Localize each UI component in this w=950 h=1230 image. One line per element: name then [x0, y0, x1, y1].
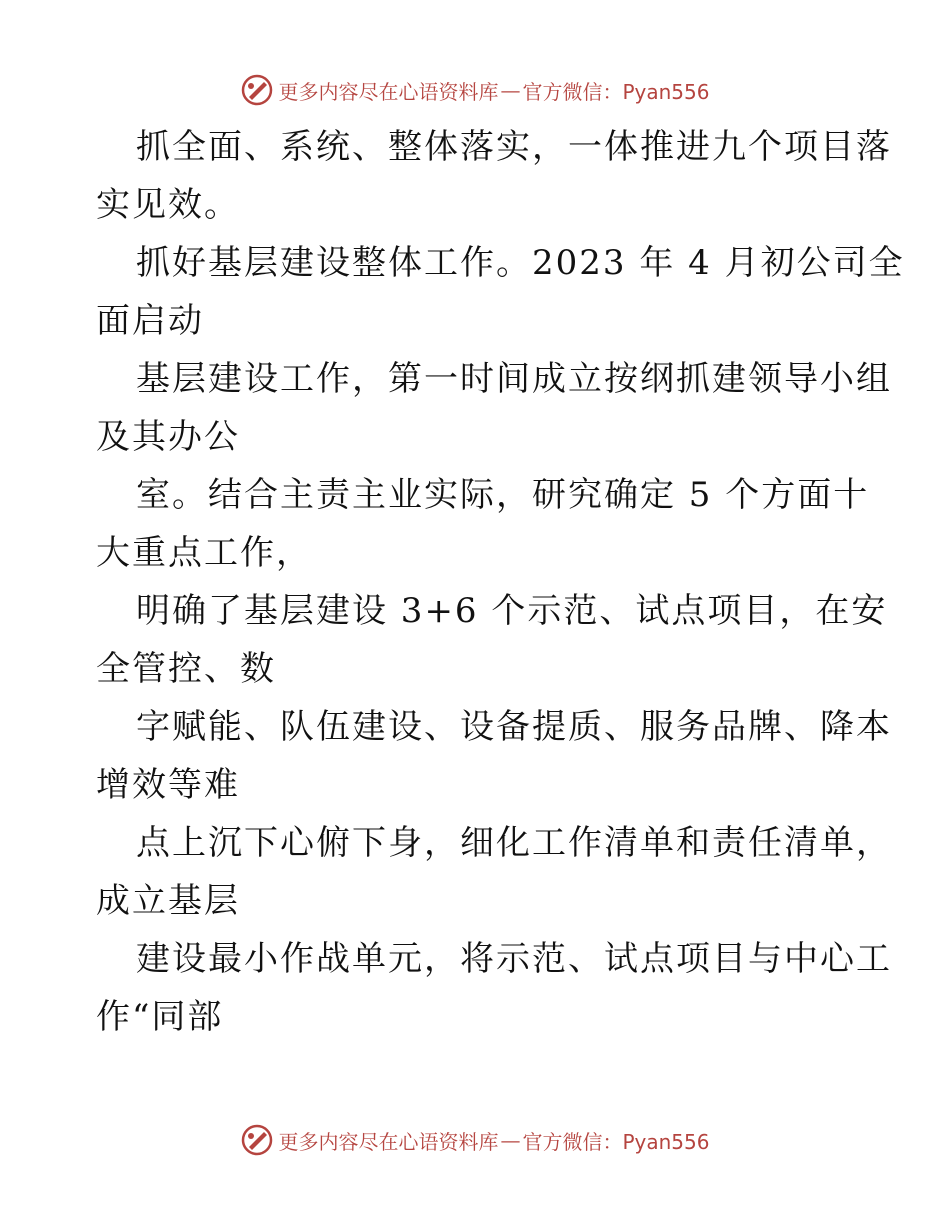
header-watermark	[0, 72, 950, 108]
library-logo-icon	[240, 1123, 274, 1157]
text-line: 抓全面、系统、整体落实，一体推进九个项目落	[136, 127, 892, 167]
text-line: 增效等难	[96, 765, 240, 805]
document-body	[96, 118, 905, 1046]
text-line: 全管控、数	[96, 649, 276, 689]
text-line: 作“同部	[96, 997, 224, 1037]
watermark-contact: 官方微信：Pyan556	[522, 79, 710, 104]
watermark-text: 更多内容尽在心语资料库	[278, 1129, 499, 1154]
text-line: 建设最小作战单元，将示范、试点项目与中心工	[136, 939, 892, 979]
watermark-dash: —	[500, 1128, 521, 1152]
library-logo-icon	[240, 73, 274, 107]
text-line: 成立基层	[96, 881, 240, 921]
text-line: 实见效。	[96, 185, 240, 225]
text-line: 点上沉下心俯下身，细化工作清单和责任清单，	[136, 823, 892, 863]
footer-watermark	[0, 1122, 950, 1158]
text-line: 大重点工作，	[96, 533, 312, 573]
text-line: 室。结合主责主业实际，研究确定 5 个方面十	[136, 475, 870, 515]
text-line: 基层建设工作，第一时间成立按纲抓建领导小组	[136, 359, 892, 399]
text-line: 面启动	[96, 301, 204, 341]
text-line: 字赋能、队伍建设、设备提质、服务品牌、降本	[136, 707, 892, 747]
text-line: 明确了基层建设 3+6 个示范、试点项目，在安	[136, 591, 888, 631]
text-line: 及其办公	[96, 417, 240, 457]
watermark-dash: —	[500, 78, 521, 102]
watermark-contact: 官方微信：Pyan556	[522, 1129, 710, 1154]
text-line: 抓好基层建设整体工作。2023 年 4 月初公司全	[136, 243, 905, 283]
watermark-text: 更多内容尽在心语资料库	[278, 79, 499, 104]
